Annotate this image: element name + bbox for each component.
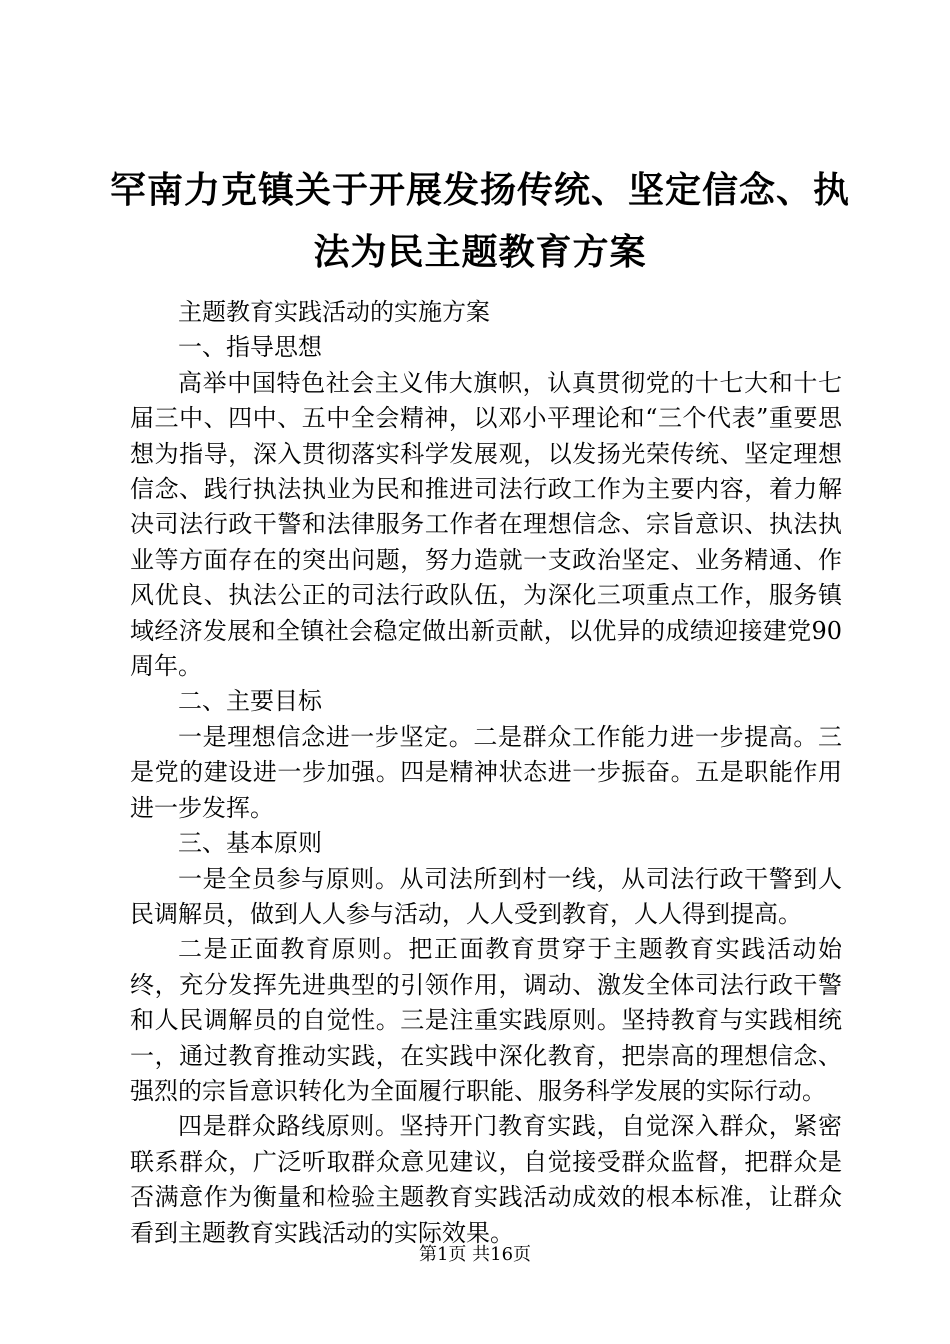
paragraph-principle-positive-education: 二是正面教育原则。把正面教育贯穿于主题教育实践活动始终，充分发挥先进典型的引领作用，调动、激发全体司法行政干警和人民调解员的自觉性。三是注重实践原则。坚持教育与实践相统一，通过教育推动实践，在实践中深化教育，把崇高的理想信念、强烈的宗旨意识转化为全面履行职能、服务科学发展的实际行动。	[130, 935, 842, 1105]
paragraph-principle-mass-line: 四是群众路线原则。坚持开门教育实践，自觉深入群众，紧密联系群众，广泛听取群众意见建议，自觉接受群众监督，把群众是否满意作为衡量和检验主题教育实践活动成效的根本标准，让群众看到主题教育实践活动的实际效果。	[130, 1112, 842, 1247]
paragraph-main-goals: 一是理想信念进一步坚定。二是群众工作能力进一步提高。三是党的建设进一步加强。四是精神状态进一步振奋。五是职能作用进一步发挥。	[130, 722, 842, 822]
section-heading-guiding-ideology: 一、指导思想	[178, 333, 322, 362]
paragraph-principle-participation: 一是全员参与原则。从司法所到村一线，从司法行政干警到人民调解员，做到人人参与活动，人人受到教育，人人得到提高。	[130, 864, 842, 928]
document-subtitle: 主题教育实践活动的实施方案	[178, 298, 490, 326]
document-body	[130, 295, 842, 1251]
paragraph-guiding-ideology: 高举中国特色社会主义伟大旗帜，认真贯彻党的十七大和十七届三中、四中、五中全会精神，以邓小平理论和“三个代表”重要思想为指导，深入贯彻落实科学发展观，以发扬光荣传统、坚定理想信念、践行执法执业为民和推进司法行政工作为主要内容，着力解决司法行政干警和法律服务工作者在理想信念、宗旨意识、执法执业等方面存在的突出问题，努力造就一支政治坚定、业务精通、作风优良、执法公正的司法行政队伍，为深化三项重点工作，服务镇域经济发展和全镇社会稳定做出新贡献，以优异的成绩迎接建党90周年。	[130, 368, 842, 681]
section-heading-main-goals: 二、主要目标	[178, 687, 322, 716]
page-number-footer: 第1页 共16页	[418, 1244, 532, 1265]
page-title: 罕南力克镇关于开展发扬传统、坚定信念、执法为民主题教育方案	[110, 170, 851, 273]
section-heading-basic-principles: 三、基本原则	[178, 829, 322, 858]
